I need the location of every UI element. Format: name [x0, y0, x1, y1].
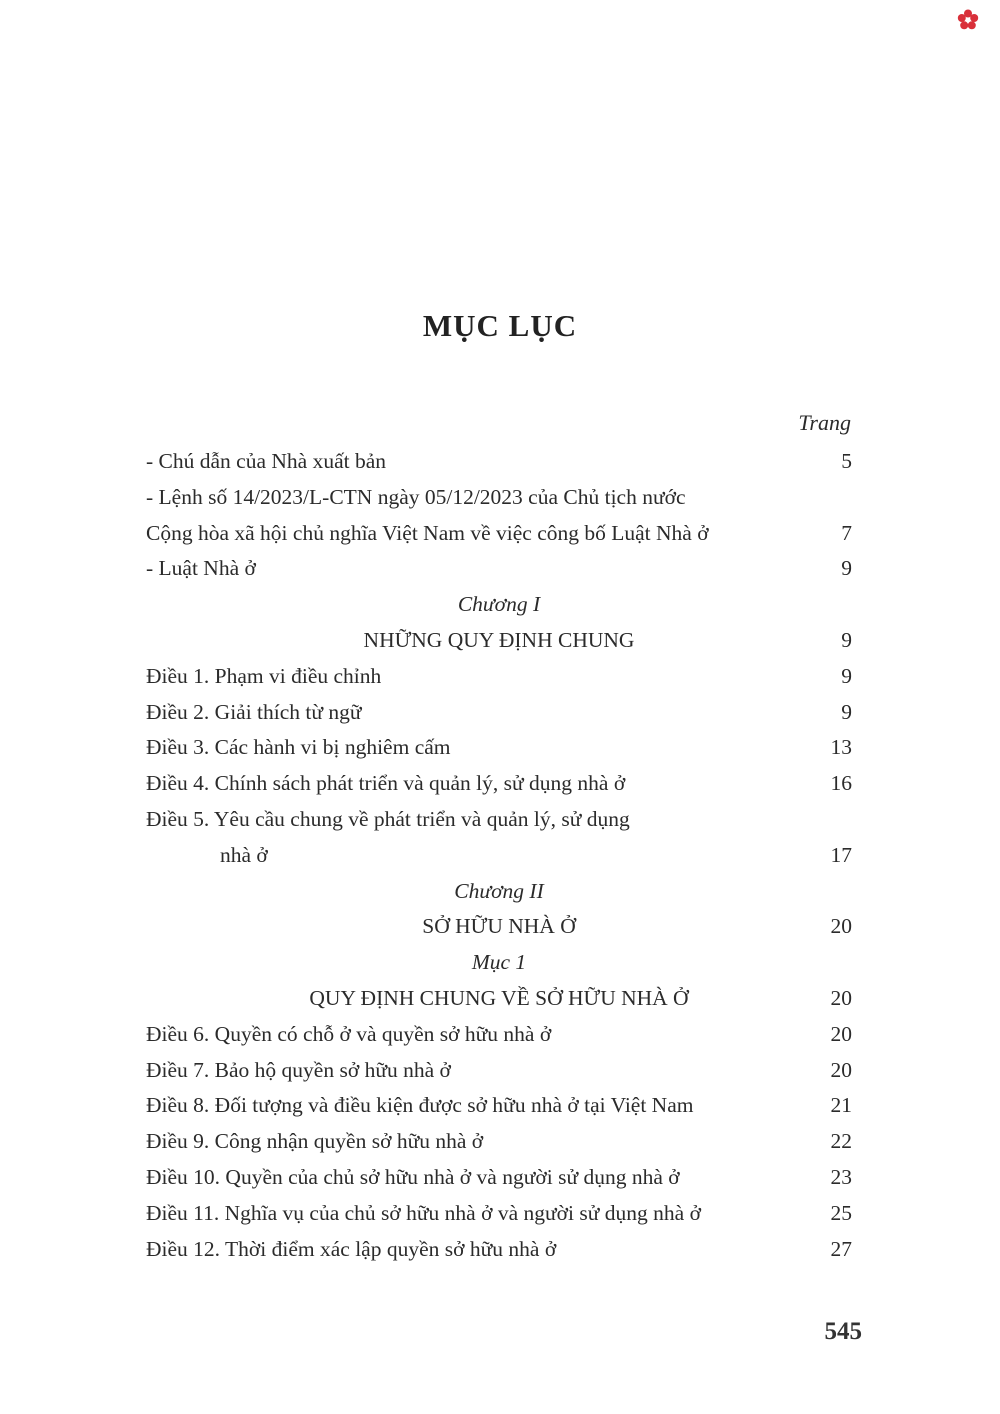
toc-entry-page: 21	[830, 1093, 852, 1118]
toc-entry-page: 9	[841, 556, 852, 581]
toc-entry[interactable]	[146, 1160, 852, 1196]
toc-entry-page: 9	[841, 663, 852, 688]
table-of-contents	[146, 444, 852, 1267]
toc-entry-text: Điều 5. Yêu cầu chung về phát triển và quản lý, sử dụng	[146, 806, 630, 831]
toc-entry-text: Chương I	[457, 592, 541, 617]
toc-entry-page: 27	[830, 1236, 852, 1261]
toc-entry-text: Điều 9. Công nhận quyền sở hữu nhà ở	[146, 1129, 484, 1154]
toc-entry-text: Điều 8. Đối tượng và điều kiện được sở hữu nhà ở tại Việt Nam	[146, 1093, 694, 1118]
toc-entry-text: Điều 12. Thời điểm xác lập quyền sở hữu nhà ở	[146, 1236, 557, 1261]
toc-entry-page: 20	[830, 914, 852, 939]
toc-entry-page: 20	[830, 1021, 852, 1046]
toc-entry[interactable]	[146, 1124, 852, 1160]
toc-entry-page: 23	[830, 1164, 852, 1189]
toc-entry[interactable]	[146, 516, 852, 552]
toc-entry-page: 17	[830, 842, 852, 867]
section-heading[interactable]	[146, 981, 852, 1017]
toc-entry-text: - Luật Nhà ở	[146, 556, 256, 581]
toc-entry-text: QUY ĐỊNH CHUNG VỀ SỞ HỮU NHÀ Ở	[309, 985, 689, 1010]
toc-entry-page: 13	[830, 735, 852, 760]
page-column-label: Trang	[798, 410, 851, 435]
toc-entry-text: Mục 1	[471, 950, 527, 975]
toc-entry-page: 20	[830, 1057, 852, 1082]
toc-entry[interactable]	[146, 1232, 852, 1268]
toc-entry-page: 9	[841, 699, 852, 724]
toc-entry[interactable]	[146, 802, 852, 838]
toc-entry[interactable]	[146, 730, 852, 766]
toc-entry-page: 5	[841, 449, 852, 473]
toc-entry[interactable]	[146, 659, 852, 695]
toc-entry-page: 7	[841, 520, 852, 545]
toc-entry-text: NHỮNG QUY ĐỊNH CHUNG	[363, 627, 635, 652]
toc-entry[interactable]	[146, 695, 852, 731]
toc-entry[interactable]	[146, 1053, 852, 1089]
chapter-label	[146, 587, 852, 623]
toc-entry-continuation[interactable]	[146, 838, 852, 874]
chapter-heading[interactable]	[146, 909, 852, 945]
toc-entry[interactable]	[146, 1017, 852, 1053]
page-number: 545	[824, 1318, 862, 1345]
toc-entry-page: 25	[830, 1200, 852, 1225]
toc-entry-text: nhà ở	[220, 842, 268, 867]
toc-entry-page: 9	[841, 627, 852, 652]
toc-entry-page: 20	[830, 985, 852, 1010]
toc-entry[interactable]	[146, 1196, 852, 1232]
toc-entry-text: - Chú dẫn của Nhà xuất bản	[146, 449, 387, 473]
toc-entry-text: Điều 3. Các hành vi bị nghiêm cấm	[146, 735, 451, 760]
toc-entry-text: Điều 10. Quyền của chủ sở hữu nhà ở và người sử dụng nhà ở	[146, 1164, 680, 1189]
toc-entry-text: SỞ HỮU NHÀ Ở	[422, 914, 576, 939]
toc-entry[interactable]	[146, 1088, 852, 1124]
page-title: MỤC LỤC	[422, 308, 578, 343]
section-label	[146, 945, 852, 981]
toc-entry[interactable]	[146, 444, 852, 480]
toc-entry[interactable]	[146, 480, 852, 516]
toc-entry[interactable]	[146, 766, 852, 802]
toc-entry-text: Cộng hòa xã hội chủ nghĩa Việt Nam về việc công bố Luật Nhà ở	[146, 520, 709, 545]
toc-entry-text: Điều 4. Chính sách phát triển và quản lý, sử dụng nhà ở	[146, 771, 626, 796]
toc-entry-text: Điều 2. Giải thích từ ngữ	[146, 699, 362, 724]
chapter-label	[146, 874, 852, 910]
toc-entry-text: Điều 7. Bảo hộ quyền sở hữu nhà ở	[146, 1057, 451, 1082]
toc-entry-text: Điều 1. Phạm vi điều chỉnh	[146, 663, 382, 688]
toc-entry-text: - Lệnh số 14/2023/L-CTN ngày 05/12/2023 của Chủ tịch nước	[146, 484, 686, 509]
flower-mark-icon	[956, 8, 980, 32]
toc-entry-text: Chương II	[454, 878, 544, 903]
toc-entry-text: Điều 11. Nghĩa vụ của chủ sở hữu nhà ở và người sử dụng nhà ở	[146, 1200, 701, 1225]
toc-entry-page: 22	[830, 1129, 852, 1154]
toc-entry[interactable]	[146, 551, 852, 587]
toc-entry-text: Điều 6. Quyền có chỗ ở và quyền sở hữu nhà ở	[146, 1021, 552, 1046]
chapter-heading[interactable]	[146, 623, 852, 659]
toc-entry-page: 16	[830, 771, 852, 796]
